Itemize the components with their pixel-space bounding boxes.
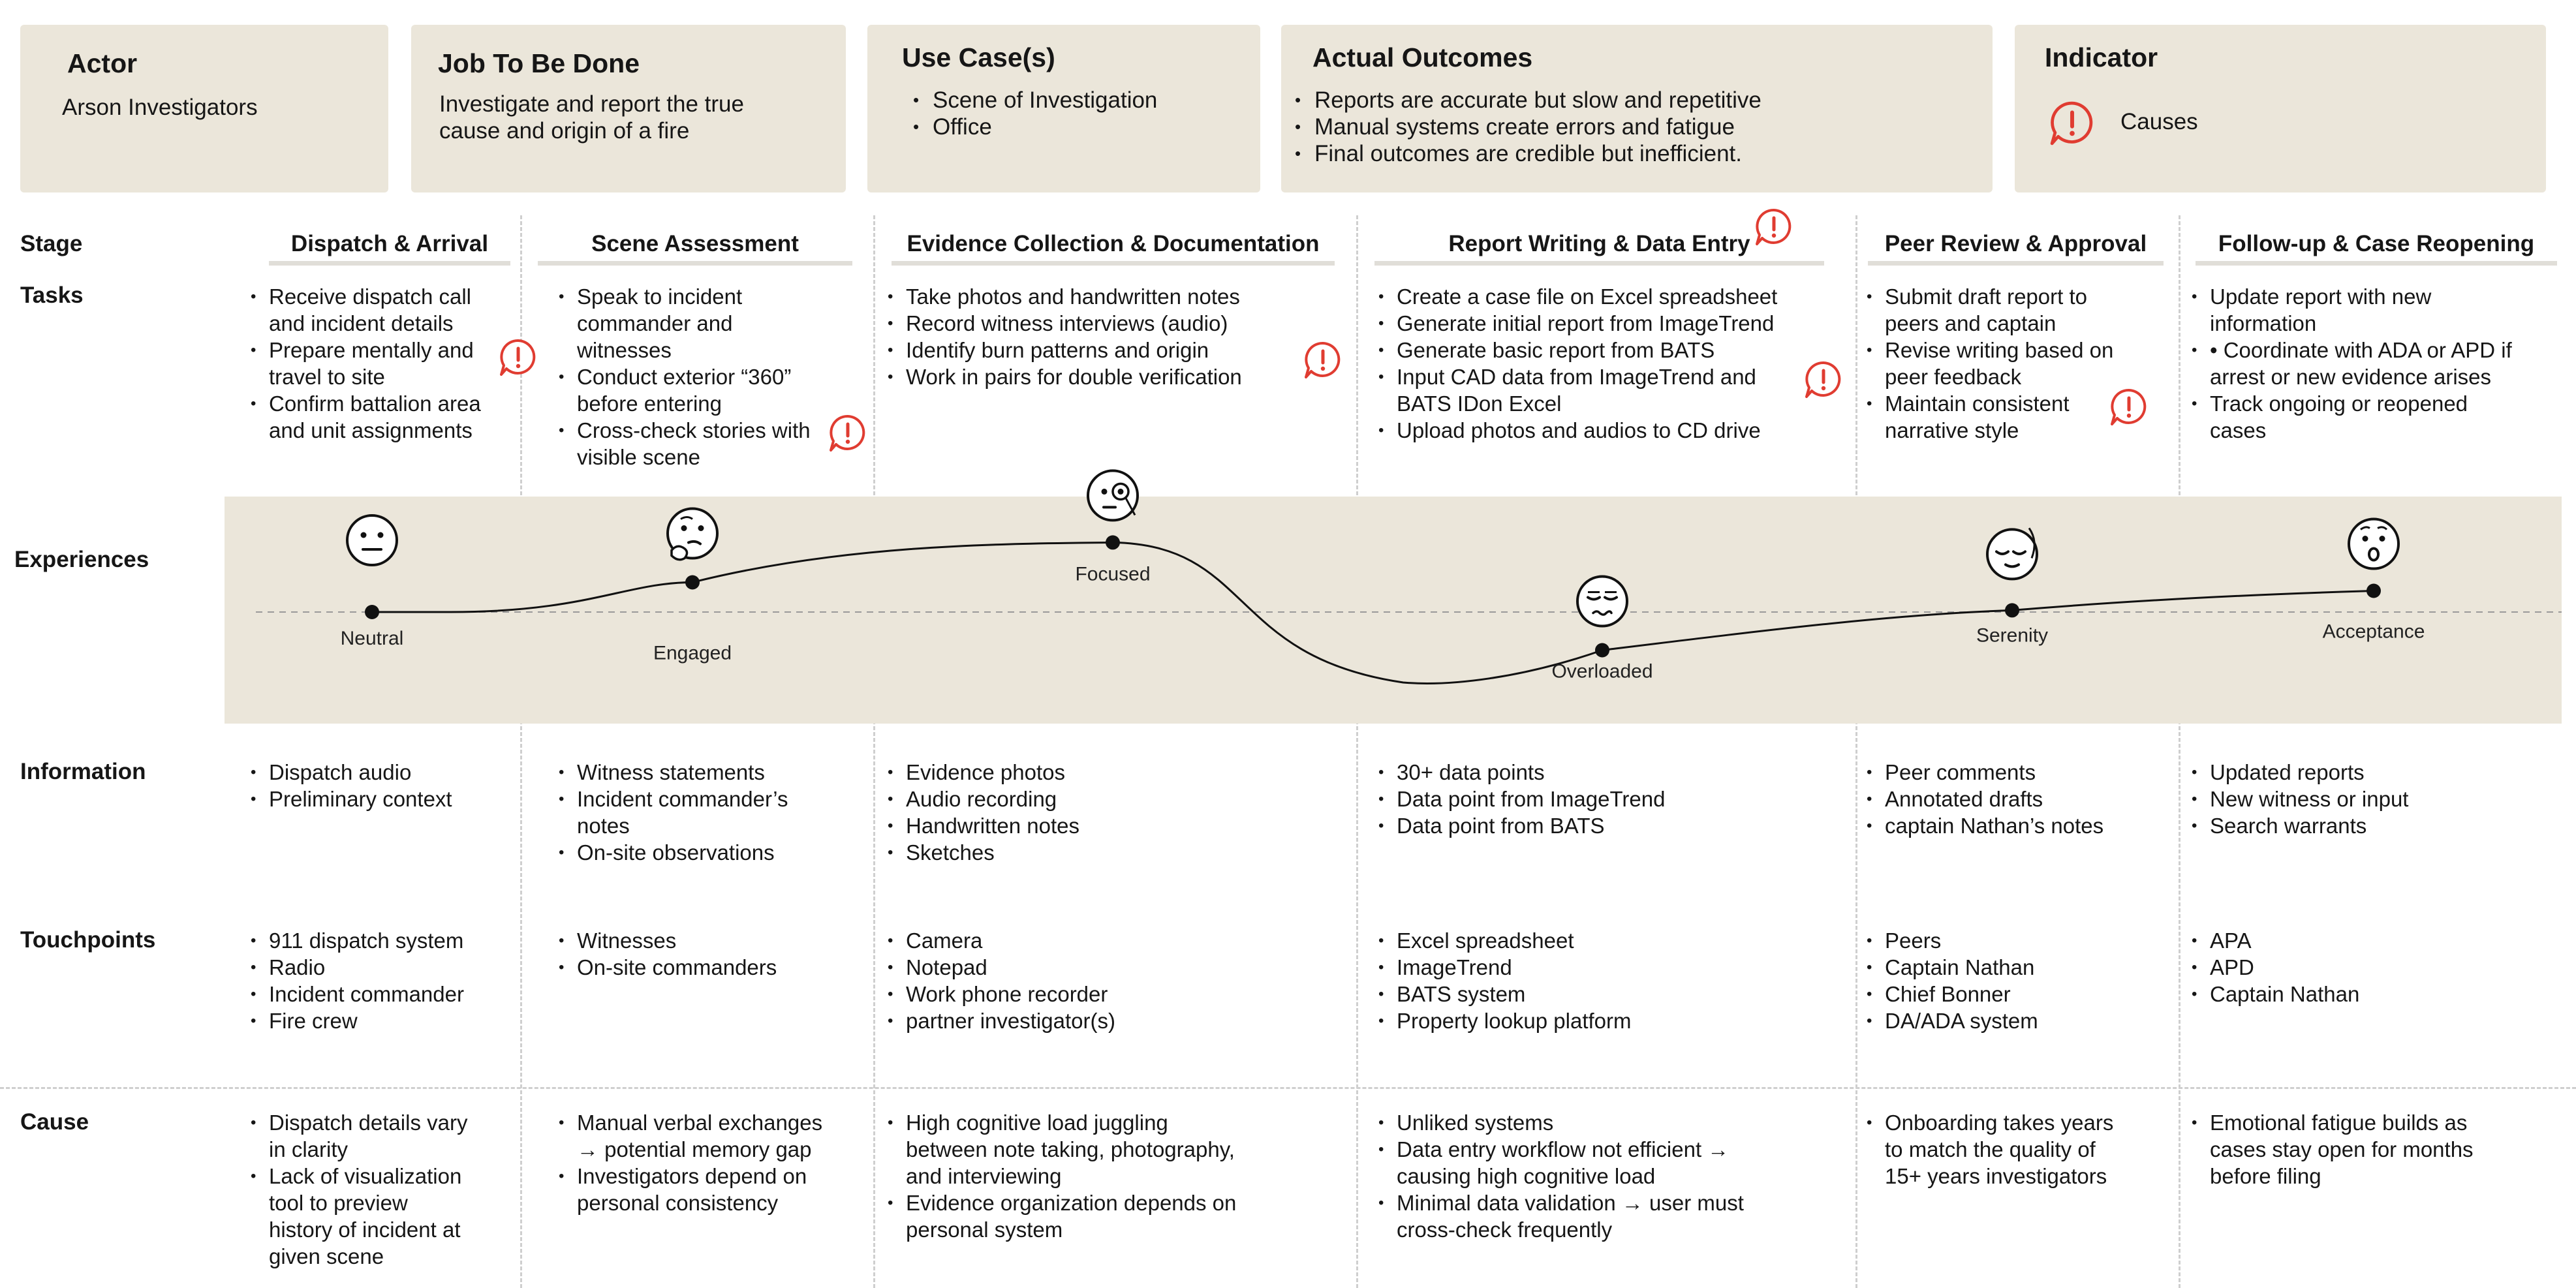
list-item-line: • Incident commander’s (577, 787, 788, 811)
experience-point (1595, 643, 1609, 658)
row-label-information: Information (20, 759, 146, 784)
cause-list (1864, 1109, 2113, 1189)
list-item (556, 927, 777, 954)
list-item (1864, 759, 2103, 786)
list-item (885, 759, 1079, 786)
list-item (248, 786, 452, 812)
list-item (1376, 1136, 1744, 1189)
list-item-line: • Lack of visualization (269, 1164, 462, 1188)
touchpoints-list (2189, 927, 2359, 1007)
list-item (1864, 927, 2038, 954)
list-item-line: peers and captain (1885, 311, 2056, 335)
use-cases-list (913, 87, 1157, 140)
list-item-line: • Captain Nathan (2210, 982, 2360, 1006)
list-item (885, 981, 1115, 1007)
list-item (2189, 981, 2359, 1007)
list-item (2189, 954, 2359, 981)
list-item-line: • Witness statements (577, 760, 765, 784)
list-item: • Manual systems create errors and fatigue (1295, 114, 1761, 140)
information-list (556, 759, 788, 866)
list-item-line: • Fire crew (269, 1009, 358, 1033)
list-item-line: • Dispatch audio (269, 760, 412, 784)
list-item (885, 337, 1242, 363)
row-label-stage: Stage (20, 231, 83, 256)
list-item-line: • Radio (269, 955, 326, 979)
list-item-line: • Incident commander (269, 982, 464, 1006)
list-item (1376, 981, 1632, 1007)
cause-list (248, 1109, 467, 1270)
list-item (885, 1109, 1236, 1189)
list-item-line: before filing (2210, 1164, 2321, 1188)
list-item-line: • Unliked systems (1397, 1111, 1554, 1135)
stage-underline (269, 261, 510, 266)
alert-bubble-icon (2108, 386, 2150, 428)
list-item-line: • APA (2210, 928, 2252, 953)
list-item-line: • Minimal data validation → user must (1397, 1191, 1744, 1215)
job-card (411, 25, 846, 192)
list-item: • Reports are accurate but slow and repetitive (1295, 87, 1761, 114)
list-item (2189, 337, 2512, 390)
list-item (2189, 283, 2512, 337)
use-cases-card (867, 25, 1260, 192)
row-label-cause: Cause (20, 1109, 89, 1135)
list-item-line: in clarity (269, 1137, 349, 1161)
touchpoints-list (248, 927, 464, 1034)
list-item-line: • Dispatch details vary (269, 1111, 468, 1135)
list-item-line: • Track ongoing or reopened (2210, 391, 2468, 416)
list-item-line: • Upload photos and audios to CD drive (1397, 418, 1761, 442)
list-item (1376, 927, 1632, 954)
list-item (556, 839, 788, 866)
list-item (2189, 759, 2408, 786)
information-list (1864, 759, 2103, 839)
tired-face-icon (1577, 577, 1627, 626)
stage-underline (538, 261, 852, 266)
alert-bubble-icon (497, 337, 539, 378)
list-item (1376, 954, 1632, 981)
list-item-line: • Create a case file on Excel spreadsheet (1397, 284, 1778, 309)
list-item (2189, 786, 2408, 812)
list-item-line: cross-check frequently (1397, 1218, 1613, 1242)
row-label-experiences: Experiences (14, 547, 149, 572)
information-list (885, 759, 1079, 866)
list-item-line: • DA/ADA system (1885, 1009, 2038, 1033)
list-item-line: • Work in pairs for double verification (906, 365, 1242, 389)
list-item (885, 812, 1079, 839)
list-item-line: • Audio recording (906, 787, 1057, 811)
list-item-line: • Peer comments (1885, 760, 2036, 784)
list-item-line: • 911 dispatch system (269, 928, 464, 953)
list-item (556, 759, 788, 786)
list-item-line: travel to site (269, 365, 385, 389)
list-item (885, 310, 1242, 337)
list-item-line: → potential memory gap (577, 1137, 812, 1161)
cause-list (885, 1109, 1236, 1243)
list-item-line: witnesses (577, 338, 672, 362)
list-item-line: • • Coordinate with ADA or APD if (2210, 338, 2512, 362)
list-item-line: • Emotional fatigue builds as (2210, 1111, 2468, 1135)
list-item: • Office (913, 114, 1157, 140)
stage-underline (1868, 261, 2164, 266)
list-item-line: arrest or new evidence arises (2210, 365, 2492, 389)
list-item (2189, 812, 2408, 839)
list-item-line: • Update report with new (2210, 284, 2432, 309)
experience-point (2367, 584, 2381, 598)
indicator-title: Indicator (2045, 42, 2158, 72)
list-item (248, 1109, 467, 1163)
list-item (1864, 812, 2103, 839)
list-item-line: • Generate initial report from ImageTrend (1397, 311, 1775, 335)
list-item-line: • Evidence organization depends on (906, 1191, 1237, 1215)
list-item-line: and unit assignments (269, 418, 473, 442)
tasks-list (248, 283, 481, 444)
list-item (556, 417, 811, 470)
list-item (885, 1189, 1236, 1243)
list-item (885, 927, 1115, 954)
list-item-line: narrative style (1885, 418, 2019, 442)
information-list (2189, 759, 2408, 839)
surprised-face-icon (2349, 519, 2398, 569)
list-item-line: • Maintain consistent (1885, 391, 2070, 416)
tasks-list (885, 283, 1242, 390)
list-item (248, 927, 464, 954)
actor-title: Actor (67, 48, 138, 78)
list-item-line: • Evidence photos (906, 760, 1066, 784)
actor-value: Arson Investigators (62, 95, 258, 120)
list-item-line: notes (577, 814, 630, 838)
list-item-line: • Confirm battalion area (269, 391, 481, 416)
list-item (885, 283, 1242, 310)
list-item (2189, 1109, 2474, 1189)
stage-header: Report Writing & Data Entry (1448, 231, 1750, 256)
list-item (885, 839, 1079, 866)
list-item-line: • BATS system (1397, 982, 1526, 1006)
list-item (2189, 390, 2512, 444)
list-item (1376, 786, 1665, 812)
outcomes-title: Actual Outcomes (1312, 42, 1533, 72)
list-item-line: • Prepare mentally and (269, 338, 474, 362)
list-item-line: • ImageTrend (1397, 955, 1512, 979)
list-item (248, 954, 464, 981)
section-divider (0, 1087, 2576, 1089)
list-item-line: • Chief Bonner (1885, 982, 2011, 1006)
list-item (248, 283, 481, 337)
outcomes-card (1281, 25, 1993, 192)
list-item-line: • Data point from BATS (1397, 814, 1605, 838)
list-item-line: • New witness or input (2210, 787, 2409, 811)
list-item-line: • On-site commanders (577, 955, 777, 979)
list-item-line: • Preliminary context (269, 787, 452, 811)
list-item: • Scene of Investigation (913, 87, 1157, 114)
list-item-line: • Property lookup platform (1397, 1009, 1632, 1033)
list-item-line: • Excel spreadsheet (1397, 928, 1574, 953)
touchpoints-list (1376, 927, 1632, 1034)
stage-underline (2196, 261, 2557, 266)
experience-label: Engaged (653, 642, 732, 664)
list-item-line: causing high cognitive load (1397, 1164, 1656, 1188)
monocle-face-icon (1088, 470, 1138, 520)
list-item-line: • Input CAD data from ImageTrend and (1397, 365, 1756, 389)
touchpoints-list (1864, 927, 2038, 1034)
list-item (885, 786, 1079, 812)
list-item-line: • Receive dispatch call (269, 284, 471, 309)
list-item (556, 786, 788, 839)
actor-card (20, 25, 388, 192)
list-item (248, 759, 452, 786)
list-item (248, 337, 481, 390)
list-item-line: • Updated reports (2210, 760, 2365, 784)
outcomes-list (1295, 87, 1761, 167)
list-item (1376, 337, 1777, 363)
alert-bubble-icon (1302, 339, 1344, 381)
list-item-line: • Peers (1885, 928, 1942, 953)
list-item (1376, 283, 1777, 310)
list-item (885, 363, 1242, 390)
list-item-line: • Record witness interviews (audio) (906, 311, 1228, 335)
list-item-line: • Search warrants (2210, 814, 2367, 838)
list-item-line: • captain Nathan’s notes (1885, 814, 2104, 838)
relieved-face-icon (1987, 528, 2037, 579)
touchpoints-list (556, 927, 777, 981)
list-item-line: • Work phone recorder (906, 982, 1108, 1006)
list-item-line: • Camera (906, 928, 983, 953)
list-item-line: • Submit draft report to (1885, 284, 2087, 309)
list-item-line: • 30+ data points (1397, 760, 1545, 784)
list-item-line: personal system (906, 1218, 1063, 1242)
list-item (1376, 1189, 1744, 1243)
experience-label: Focused (1075, 563, 1151, 585)
list-item (1376, 1007, 1632, 1034)
row-label-tasks: Tasks (20, 283, 84, 308)
list-item-line: peer feedback (1885, 365, 2022, 389)
list-item (1376, 310, 1777, 337)
list-item (1864, 786, 2103, 812)
experience-point (1106, 535, 1120, 549)
stage-header: Scene Assessment (591, 231, 799, 256)
indicator-label: Causes (2120, 109, 2198, 134)
list-item-line: • Sketches (906, 840, 995, 865)
indicator-card (2015, 25, 2546, 192)
touchpoints-list (885, 927, 1115, 1034)
tasks-list (2189, 283, 2512, 444)
list-item (2189, 927, 2359, 954)
alert-bubble-icon (1803, 359, 1844, 401)
list-item-line: and incident details (269, 311, 454, 335)
list-item-line: to match the quality of (1885, 1137, 2096, 1161)
list-item-line: • Onboarding takes years (1885, 1111, 2114, 1135)
list-item (248, 1163, 467, 1270)
list-item (1864, 337, 2113, 390)
experience-curve-chart (0, 457, 2576, 757)
stage-header: Evidence Collection & Documentation (907, 231, 1320, 256)
list-item (1864, 954, 2038, 981)
list-item (1376, 1109, 1744, 1136)
list-item-line: tool to preview (269, 1191, 408, 1215)
list-item-line: • On-site observations (577, 840, 775, 865)
list-item-line: • Notepad (906, 955, 987, 979)
stage-underline (1374, 261, 1824, 266)
experience-label: Acceptance (2322, 621, 2425, 643)
list-item (885, 954, 1115, 981)
list-item-line: and interviewing (906, 1164, 1062, 1188)
list-item-line: • Data point from ImageTrend (1397, 787, 1666, 811)
list-item (556, 363, 811, 417)
list-item (1376, 417, 1777, 444)
list-item (1376, 363, 1777, 417)
experience-label: Serenity (1976, 624, 2049, 647)
list-item-line: • Cross-check stories with (577, 418, 811, 442)
experience-point (685, 575, 700, 590)
tasks-list (1864, 283, 2113, 444)
list-item-line: cases (2210, 418, 2267, 442)
list-item-line: • Annotated drafts (1885, 787, 2043, 811)
list-item-line: • Handwritten notes (906, 814, 1079, 838)
list-item-line: • partner investigator(s) (906, 1009, 1115, 1033)
information-list (1376, 759, 1665, 839)
job-title: Job To Be Done (438, 48, 640, 78)
stage-header: Dispatch & Arrival (290, 231, 489, 256)
experience-label: Neutral (340, 628, 404, 649)
list-item-line: cases stay open for months (2210, 1137, 2474, 1161)
list-item (556, 1163, 822, 1216)
list-item-line: • Revise writing based on (1885, 338, 2114, 362)
list-item-line: personal consistency (577, 1191, 779, 1215)
stage-underline (892, 261, 1335, 266)
alert-bubble-icon (1753, 206, 1795, 248)
list-item-line: • Manual verbal exchanges (577, 1111, 823, 1135)
experience-point (2005, 603, 2019, 617)
list-item (885, 1007, 1115, 1034)
list-item-line: commander and (577, 311, 733, 335)
list-item-line: • Speak to incident (577, 284, 743, 309)
row-label-touchpoints: Touchpoints (20, 927, 156, 953)
use-cases-title: Use Case(s) (902, 42, 1055, 72)
list-item (248, 981, 464, 1007)
list-item-line: • APD (2210, 955, 2254, 979)
list-item-line: between note taking, photography, (906, 1137, 1235, 1161)
list-item (1864, 1007, 2038, 1034)
list-item (1864, 981, 2038, 1007)
list-item-line: BATS IDon Excel (1397, 391, 1562, 416)
list-item (1864, 390, 2113, 444)
list-item-line: • Generate basic report from BATS (1397, 338, 1715, 362)
cause-list (556, 1109, 822, 1216)
job-line-1: Investigate and report the true (439, 91, 744, 117)
alert-bubble-icon (827, 412, 869, 454)
list-item (556, 1109, 822, 1163)
list-item-line: • Take photos and handwritten notes (906, 284, 1240, 309)
neutral-face-icon (347, 515, 397, 565)
list-item: • Final outcomes are credible but inefficient. (1295, 140, 1761, 167)
list-item (248, 1007, 464, 1034)
list-item-line: history of incident at (269, 1218, 461, 1242)
list-item (1864, 1109, 2113, 1189)
list-item-line: • Conduct exterior “360” (577, 365, 792, 389)
tasks-list (556, 283, 811, 470)
list-item (556, 283, 811, 363)
list-item-line: • Data entry workflow not efficient → (1397, 1137, 1730, 1161)
stage-header: Peer Review & Approval (1884, 231, 2147, 256)
alert-bubble-icon (2047, 99, 2097, 148)
stage-header: Follow-up & Case Reopening (2218, 231, 2535, 256)
list-item (1376, 812, 1665, 839)
list-item-line: • Investigators depend on (577, 1164, 807, 1188)
list-item-line: • Witnesses (577, 928, 677, 953)
cause-list (2189, 1109, 2474, 1189)
tasks-list (1376, 283, 1777, 444)
list-item-line: information (2210, 311, 2317, 335)
experience-label: Overloaded (1551, 660, 1653, 682)
list-item-line: given scene (269, 1244, 384, 1268)
list-item-line: • High cognitive load juggling (906, 1111, 1168, 1135)
list-item (248, 390, 481, 444)
list-item-line: 15+ years investigators (1885, 1164, 2107, 1188)
thinking-face-icon (668, 509, 717, 560)
list-item (1864, 283, 2113, 337)
list-item-line: visible scene (577, 445, 700, 469)
job-line-2: cause and origin of a fire (439, 118, 690, 144)
list-item-line: • Identify burn patterns and origin (906, 338, 1209, 362)
cause-list (1376, 1109, 1744, 1243)
list-item-line: before entering (577, 391, 722, 416)
information-list (248, 759, 452, 812)
experience-point (365, 605, 379, 619)
list-item-line: • Captain Nathan (1885, 955, 2035, 979)
list-item (1376, 759, 1665, 786)
list-item (556, 954, 777, 981)
